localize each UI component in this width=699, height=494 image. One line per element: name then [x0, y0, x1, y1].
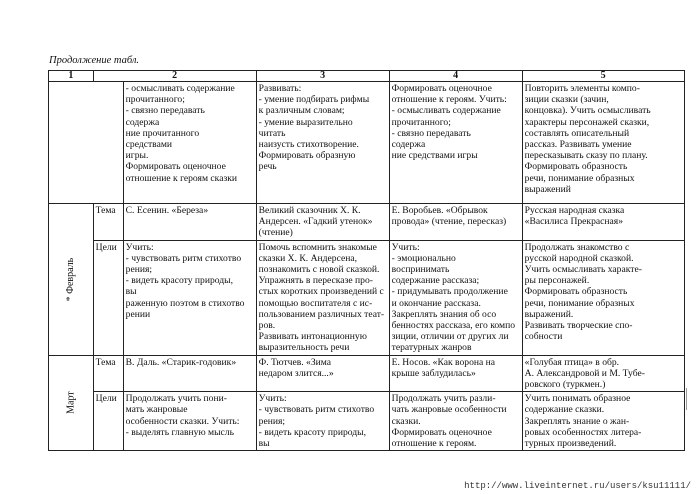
feb-tema-c3: Великий сказочник X. К. Андерсен. «Гадкий утенок» (чтение): [256, 204, 389, 241]
feb-tema-row: [49, 204, 685, 241]
feb-celi-c3: Помочь вспомнить знакомые сказки X. К. Андерсена, познакомить с новой сказкой. Упражнять в пересказе про- стых коротких произведений с помощью воспитателя с ис- пользованием различных теат- ров. Развивать интонационную выразительность речи: [256, 240, 389, 355]
feb-tema-c4: Е. Воробьев. «Обрывок провода» (чтение, пересказ): [389, 204, 522, 241]
empty-cell: [49, 82, 124, 204]
label-celi: Цели: [93, 392, 123, 451]
col-header-3: 3: [256, 71, 389, 82]
month-march: Март: [49, 355, 94, 451]
mar-celi-c2: Продолжать учить пони- мать жанровые особенности сказки. Учить: - выделять главную мысль: [123, 392, 256, 451]
table-caption: Продолжение табл.: [49, 55, 140, 66]
mar-tema-c5: «Голубая птица» в обр. А. Александровой и М. Тубе- ровского (туркмен.): [522, 355, 684, 392]
feb-tema-c5: Русская народная сказка «Василиса Прекрасная»: [522, 204, 684, 241]
margin-mark: [686, 388, 687, 410]
label-tema: Тема: [93, 204, 123, 241]
mar-tema-row: [49, 355, 685, 392]
label-tema: Тема: [93, 355, 123, 392]
cell-top-c3: Развивать: - умение подбирать рифмы к различным словам; - умение выразительно читать наизусть стихотворение. Формировать образную речь: [256, 82, 389, 204]
mar-tema-c4: Е. Носов. «Как ворона на крыше заблудилась»: [389, 355, 522, 392]
feb-celi-c4: Учить: - эмоционально воспринимать содержание рассказа; - придумывать продолжение и окончание рассказа. Закреплять знания об осо бенностях рассказа, его компо зиции, отличии от других ли тературных жанров: [389, 240, 522, 355]
feb-celi-c2: Учить: - чувствовать ритм стихотво рения; - видеть красоту природы, вы раженную поэтом в стихотво рении: [123, 240, 256, 355]
cell-top-c5: Повторить элементы компо- зиции сказки (зачин, концовка). Учить осмысливать характеры персонажей сказки, составлять описательный рассказ. Развивать умение пересказывать сказу по плану. Формировать образность речи, понимание образных выражений: [522, 82, 684, 204]
continued-row: [49, 82, 685, 204]
col-header-2: 2: [93, 71, 256, 82]
cell-top-c4: Формировать оценочное отношение к героям. Учить: - осмысливать содержание прочитанного; - связно передавать содержа ние средствами игры: [389, 82, 522, 204]
feb-tema-c2: С. Есенин. «Береза»: [123, 204, 256, 241]
source-url[interactable]: http://www.liveinternet.ru/users/ksu11111/: [464, 481, 691, 491]
cell-top-c2: - осмысливать содержание прочитанного; - связно передавать содержа ние прочитанного средствами игры. Формировать оценочное отношение к героям сказки: [123, 82, 256, 204]
mar-celi-row: [49, 392, 685, 451]
column-number-row: [49, 71, 685, 82]
mar-celi-c4: Продолжать учить разли- чать жанровые особенности сказки. Формировать оценочное отношение к героям.: [389, 392, 522, 451]
label-celi: Цели: [93, 240, 123, 355]
feb-celi-c5: Продолжать знакомство с русской народной сказкой. Учить осмысливать характе- ры персонажей. Формировать образность речи, понимание образных выражений. Развивать творческие спо- собности: [522, 240, 684, 355]
month-february: * Февраль: [49, 204, 94, 356]
col-header-5: 5: [522, 71, 684, 82]
mar-tema-c2: В. Даль. «Старик-годовик»: [123, 355, 256, 392]
col-header-1: 1: [49, 71, 94, 82]
col-header-4: 4: [389, 71, 522, 82]
mar-celi-c3: Учить: - чувствовать ритм стихотво рения; - видеть красоту природы, вы: [256, 392, 389, 451]
mar-tema-c3: Ф. Тютчев. «Зима недаром злится...»: [256, 355, 389, 392]
program-table: [48, 70, 685, 451]
mar-celi-c5: Учить понимать образное содержание сказки. Закреплять знание о жан- ровых особенностях литера- турных произведений.: [522, 392, 684, 451]
feb-celi-row: [49, 240, 685, 355]
